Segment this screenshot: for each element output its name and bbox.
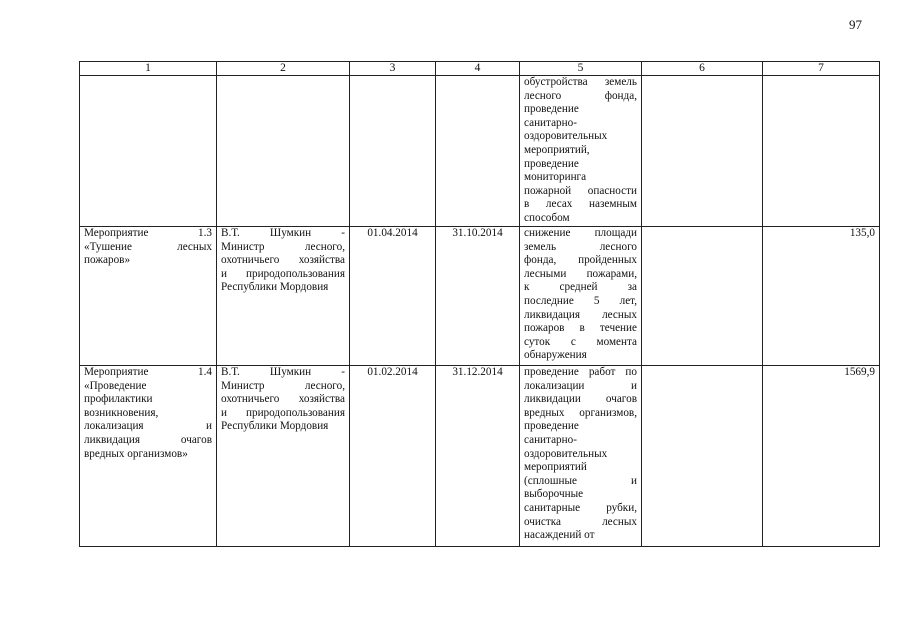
text-line: лесными пожарами, bbox=[524, 267, 637, 280]
text-line: обустройства земель bbox=[524, 76, 637, 88]
column-header-2: 2 bbox=[217, 62, 350, 76]
text-line: очистка лесных bbox=[524, 515, 637, 528]
text-line: пожарной опасности bbox=[524, 184, 637, 197]
text-line: в лесах наземным bbox=[524, 198, 637, 211]
cell-end-date: 31.10.2014 bbox=[436, 227, 520, 366]
cell-end-date: 31.12.2014 bbox=[436, 366, 520, 547]
table-row bbox=[80, 76, 880, 227]
text-line: пожаров в течение bbox=[524, 322, 637, 335]
cell-start-date bbox=[350, 76, 436, 227]
cell-result bbox=[520, 76, 642, 227]
text-line: ликвидация лесных bbox=[524, 308, 637, 321]
text-line: мероприятий, bbox=[524, 143, 590, 156]
table-row bbox=[80, 366, 880, 547]
column-header-4: 4 bbox=[436, 62, 520, 76]
text-line: способом bbox=[524, 211, 570, 224]
text-line: мониторинга bbox=[524, 171, 587, 184]
column-header-7: 7 bbox=[763, 62, 880, 76]
cell-result bbox=[520, 227, 642, 366]
text-line: возникновения, bbox=[84, 406, 159, 419]
cell-responsible bbox=[217, 227, 350, 366]
text-line: Министр лесного, bbox=[221, 240, 345, 253]
cell-amount: 135,0 bbox=[763, 227, 880, 366]
cell-activity bbox=[80, 366, 217, 547]
text-line: фонда, пройденных bbox=[524, 254, 637, 267]
text-line: проведение bbox=[524, 157, 579, 170]
column-header-1: 1 bbox=[80, 62, 217, 76]
text-line: В.Т. Шумкин - bbox=[221, 227, 345, 239]
text-line: пожаров» bbox=[84, 254, 131, 267]
text-line: Республики Мордовия bbox=[221, 420, 329, 433]
column-header-3: 3 bbox=[350, 62, 436, 76]
text-line: проведение работ по bbox=[524, 366, 637, 378]
text-line: (сплошные и bbox=[524, 474, 637, 487]
column-header-5: 5 bbox=[520, 62, 642, 76]
page-number: 97 bbox=[849, 17, 862, 32]
text-line: санитарно- bbox=[524, 433, 577, 446]
text-line: к средней за bbox=[524, 281, 637, 294]
text-line: оздоровительных bbox=[524, 130, 608, 143]
text-line: ликвидация очагов bbox=[84, 433, 212, 446]
text-line: обнаружения bbox=[524, 349, 587, 362]
text-line: санитарно- bbox=[524, 116, 577, 129]
cell-result bbox=[520, 366, 642, 547]
text-line: охотничьего хозяйства bbox=[221, 393, 345, 406]
text-line: суток с момента bbox=[524, 335, 637, 348]
text-line: выборочные bbox=[524, 488, 584, 501]
text-line: проведение bbox=[524, 420, 579, 433]
cell-start-date: 01.02.2014 bbox=[350, 366, 436, 547]
text-line: санитарные рубки, bbox=[524, 501, 637, 514]
text-line: и природопользования bbox=[221, 406, 345, 419]
cell-start-date: 01.04.2014 bbox=[350, 227, 436, 366]
cell-note bbox=[642, 76, 763, 227]
column-header-6: 6 bbox=[642, 62, 763, 76]
text-line: вредных организмов, bbox=[524, 406, 637, 419]
cell-activity bbox=[80, 227, 217, 366]
cell-amount bbox=[763, 76, 880, 227]
cell-note bbox=[642, 227, 763, 366]
text-line: снижение площади bbox=[524, 227, 637, 239]
program-table bbox=[79, 61, 880, 547]
text-line: Министр лесного, bbox=[221, 379, 345, 392]
text-line: профилактики bbox=[84, 393, 153, 406]
text-line: Мероприятие 1.3 bbox=[84, 227, 212, 239]
cell-amount: 1569,9 bbox=[763, 366, 880, 547]
text-line: проведение bbox=[524, 103, 579, 116]
text-line: земель лесного bbox=[524, 240, 637, 253]
cell-responsible bbox=[217, 76, 350, 227]
text-line: «Проведение bbox=[84, 379, 147, 392]
text-line: мероприятий bbox=[524, 461, 587, 474]
cell-activity bbox=[80, 76, 217, 227]
text-line: оздоровительных bbox=[524, 447, 608, 460]
text-line: Мероприятие 1.4 bbox=[84, 366, 212, 378]
text-line: ликвидации очагов bbox=[524, 393, 637, 406]
text-line: лесного фонда, bbox=[524, 89, 637, 102]
header-row bbox=[80, 62, 880, 76]
text-line: локализация и bbox=[84, 420, 212, 433]
cell-end-date bbox=[436, 76, 520, 227]
text-line: Республики Мордовия bbox=[221, 281, 329, 294]
text-line: В.Т. Шумкин - bbox=[221, 366, 345, 378]
cell-responsible bbox=[217, 366, 350, 547]
text-line: и природопользования bbox=[221, 267, 345, 280]
text-line: «Тушение лесных bbox=[84, 240, 212, 253]
text-line: последние 5 лет, bbox=[524, 294, 637, 307]
table-row bbox=[80, 227, 880, 366]
cell-note bbox=[642, 366, 763, 547]
text-line: вредных организмов» bbox=[84, 447, 188, 460]
text-line: охотничьего хозяйства bbox=[221, 254, 345, 267]
text-line: насаждений от bbox=[524, 529, 595, 542]
text-line: локализации и bbox=[524, 379, 637, 392]
